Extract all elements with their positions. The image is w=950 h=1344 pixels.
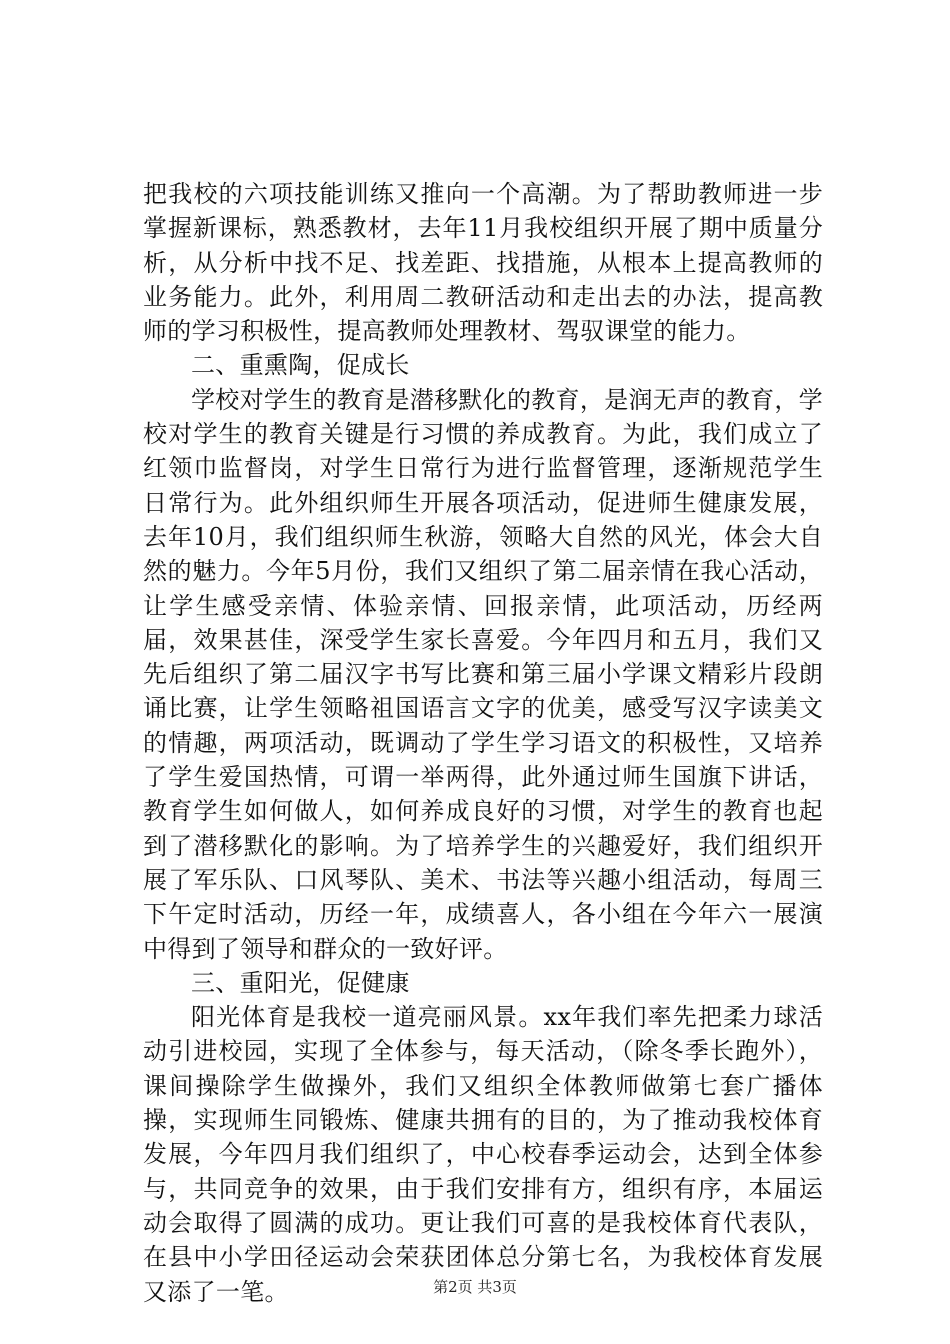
document-body [143, 177, 823, 1309]
page-number-footer: 第2页 共3页 [433, 1278, 517, 1296]
paragraph-continuation: 把我校的六项技能训练又推向一个高潮。为了帮助教师进一步掌握新课标，熟悉教材，去年11月我校组织开展了期中质量分析，从分析中找不足、找差距、找措施，从根本上提高教师的业务能力。此外，利用周二教研活动和走出去的办法，提高教师的学习积极性，提高教师处理教材、驾驭课堂的能力。 [143, 180, 823, 346]
paragraph-sports: 阳光体育是我校一道亮丽风景。xx年我们率先把柔力球活动引进校园，实现了全体参与，每天活动，（除冬季长跑外），课间操除学生做操外，我们又组织全体教师做第七套广播体操，实现师生同锻炼、健康共拥有的目的，为了推动我校体育发展，今年四月我们组织了，中心校春季运动会，达到全体参与，共同竞争的效果，由于我们安排有方，组织有序，本届运动会取得了圆满的成功。更让我们可喜的是我校体育代表队，在县中小学田径运动会荣获团体总分第七名，为我校体育发展又添了一笔。 [143, 1003, 823, 1306]
paragraph-moral-education: 学校对学生的教育是潜移默化的教育，是润无声的教育，学校对学生的教育关键是行习惯的养成教育。为此，我们成立了红领巾监督岗，对学生日常行为进行监督管理，逐渐规范学生日常行为。此外组织师生开展各项活动，促进师生健康发展，去年10月，我们组织师生秋游，领略大自然的风光，体会大自然的魅力。今年5月份，我们又组织了第二届亲情在我心活动，让学生感受亲情、体验亲情、回报亲情，此项活动，历经两届，效果甚佳，深受学生家长喜爱。今年四月和五月，我们又先后组织了第二届汉字书写比赛和第三届小学课文精彩片段朗诵比赛，让学生领略祖国语言文字的优美，感受写汉字读美文的情趣，两项活动，既调动了学生学习语文的积极性，又培养了学生爱国热情，可谓一举两得，此外通过师生国旗下讲话，教育学生如何做人，如何养成良好的习惯，对学生的教育也起到了潜移默化的影响。为了培养学生的兴趣爱好，我们组织开展了军乐队、口风琴队、美术、书法等兴趣小组活动，每周三下午定时活动，历经一年，成绩喜人，各小组在今年六一展演中得到了领导和群众的一致好评。 [143, 385, 823, 963]
section-heading-3: 三、重阳光，促健康 [191, 968, 410, 997]
section-heading-2: 二、重熏陶，促成长 [191, 351, 410, 380]
